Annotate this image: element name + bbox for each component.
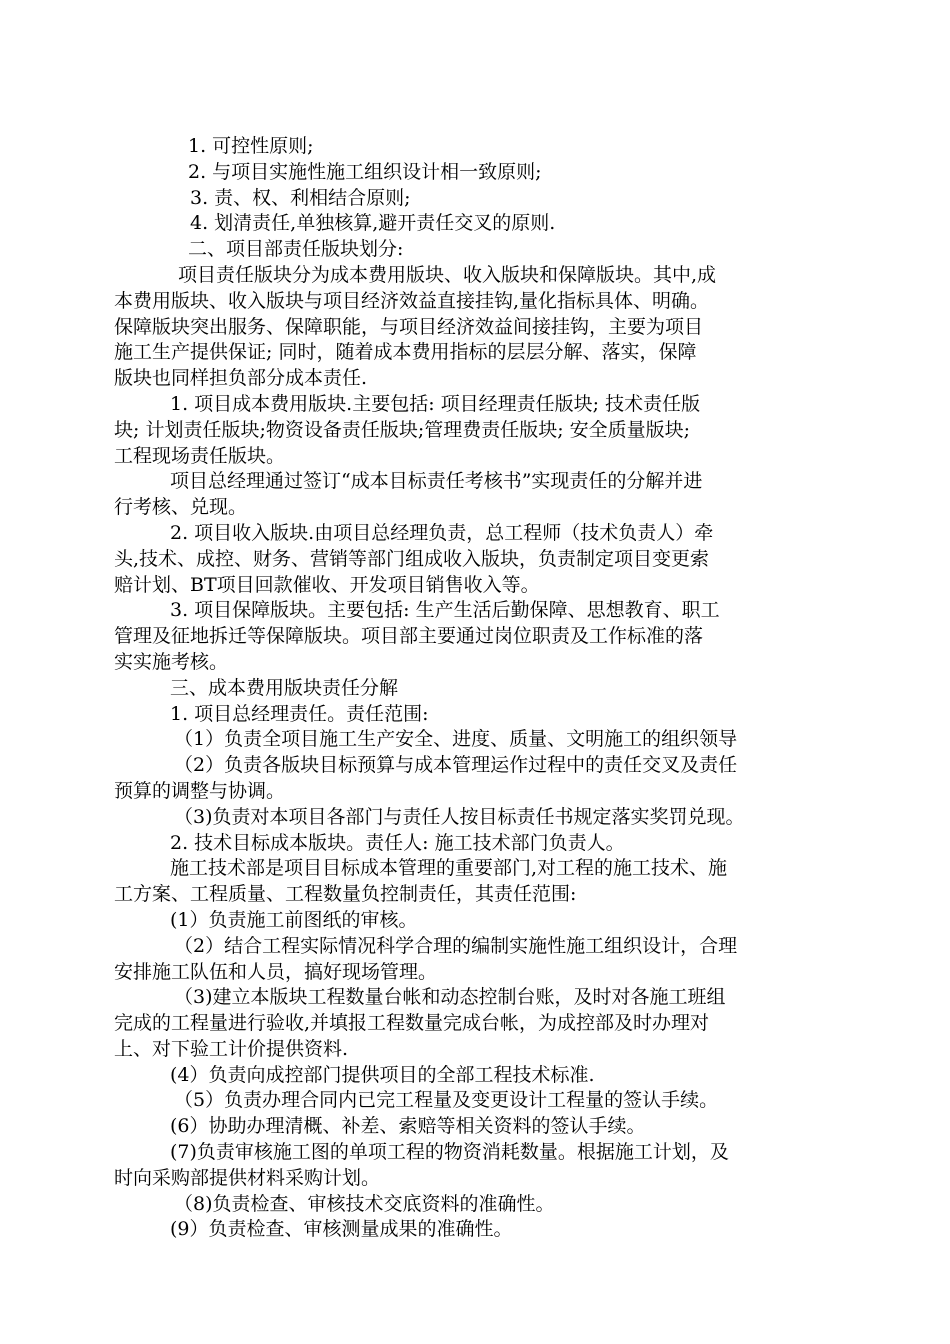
text-line: （5）负责办理合同内已完工程量及变更设计工程量的签认手续。 [174, 1089, 719, 1112]
text-line: 预算的调整与协调。 [114, 779, 286, 802]
text-line: 三、成本费用版块责任分解 [170, 676, 399, 699]
text-line: 完成的工程量进行验收,并填报工程数量完成台帐，为成控部及时办理对 [114, 1012, 710, 1035]
text-line: 工方案、工程质量、工程数量负控制责任，其责任范围: [114, 883, 577, 906]
text-line: 本费用版块、收入版块与项目经济效益直接挂钩,量化指标具体、明确。 [114, 289, 710, 312]
text-line: 2. 技术目标成本版块。责任人: 施工技术部门负责人。 [170, 831, 625, 854]
text-line: （2）负责各版块目标预算与成本管理运作过程中的责任交叉及责任 [174, 754, 738, 777]
text-line: (7)负责审核施工图的单项工程的物资消耗数量。根据施工计划，及 [170, 1141, 729, 1164]
text-line: 1. 项目成本费用版块.主要包括: 项目经理责任版块; 技术责任版 [170, 392, 701, 415]
text-line: 项目总经理通过签订“成本目标责任考核书”实现责任的分解并进 [170, 470, 703, 493]
text-line: 安排施工队伍和人员，搞好现场管理。 [114, 960, 438, 983]
text-line: （8)负责检查、审核技术交底资料的准确性。 [174, 1192, 555, 1215]
text-line: 施工生产提供保证; 同时，随着成本费用指标的层层分解、落实，保障 [114, 341, 697, 364]
text-line: 时向采购部提供材料采购计划。 [114, 1166, 381, 1189]
text-line: 赔计划、BT项目回款催收、开发项目销售收入等。 [114, 573, 540, 596]
document-body [114, 134, 844, 1243]
text-line: 1. 可控性原则; [188, 135, 314, 157]
text-line: 1. 项目总经理责任。责任范围: [170, 702, 429, 725]
text-line: 3. 项目保障版块。主要包括: 生产生活后勤保障、思想教育、职工 [170, 599, 720, 622]
text-line: (9）负责检查、审核测量成果的准确性。 [170, 1218, 513, 1241]
text-line: 施工技术部是项目目标成本管理的重要部门,对工程的施工技术、施 [170, 857, 728, 880]
text-line: 项目责任版块分为成本费用版块、收入版块和保障版块。其中,成 [178, 263, 717, 286]
text-line: （1）负责全项目施工生产安全、进度、质量、文明施工的组织领导 [174, 728, 738, 751]
text-line: 4. 划清责任,单独核算,避开责任交叉的原则. [190, 212, 556, 235]
text-line: (4）负责向成控部门提供项目的全部工程技术标准. [170, 1063, 595, 1086]
text-line: 版块也同样担负部分成本责任. [114, 367, 368, 390]
text-line: 2. 与项目实施性施工组织设计相一致原则; [188, 160, 542, 183]
text-line: 2. 项目收入版块.由项目总经理负责，总工程师（技术负责人）牵 [170, 521, 714, 544]
text-line: （3)负责对本项目各部门与责任人按目标责任书规定落实奖罚兑现。 [174, 805, 745, 828]
text-line: （2）结合工程实际情况科学合理的编制实施性施工组织设计，合理 [174, 934, 738, 957]
text-line: 块; 计划责任版块;物资设备责任版块;管理费责任版块; 安全质量版块; [114, 418, 691, 441]
text-line: 上、对下验工计价提供资料. [114, 1037, 349, 1060]
text-line: 工程现场责任版块。 [114, 444, 286, 467]
text-line: 实实施考核。 [114, 650, 229, 673]
text-line: (1）负责施工前图纸的审核。 [170, 908, 418, 931]
text-line: （3)建立本版块工程数量台帐和动态控制台账，及时对各施工班组 [174, 986, 726, 1009]
text-line: 头,技术、成控、财务、营销等部门组成收入版块，负责制定项目变更索 [114, 547, 710, 570]
text-line: (6）协助办理清概、补差、索赔等相关资料的签认手续。 [170, 1115, 646, 1138]
text-line: 行考核、兑现。 [114, 496, 248, 519]
text-line: 保障版块突出服务、保障职能，与项目经济效益间接挂钩，主要为项目 [114, 315, 704, 338]
text-line: 管理及征地拆迁等保障版块。项目部主要通过岗位职责及工作标准的落 [114, 625, 704, 648]
text-line: 3. 责、权、利相结合原则; [190, 186, 411, 209]
text-line: 二、项目部责任版块划分: [188, 238, 404, 261]
